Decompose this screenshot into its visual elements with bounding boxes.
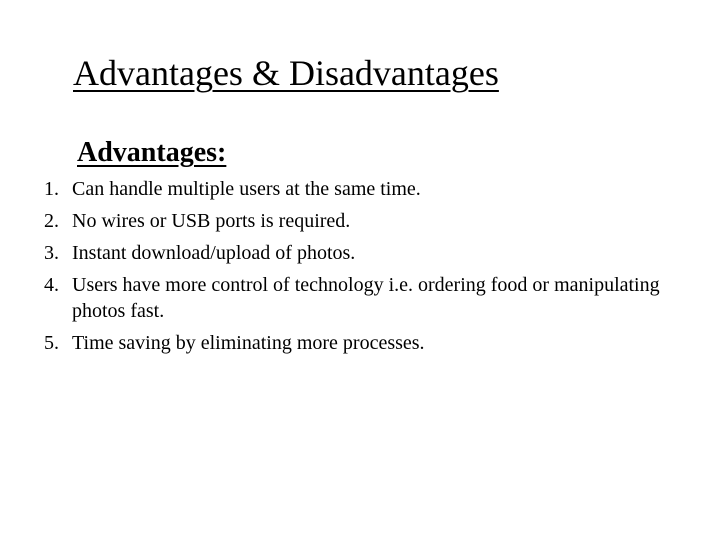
list-item-text: Instant download/upload of photos. <box>72 242 356 264</box>
list-item-number: 2. <box>44 210 59 232</box>
advantages-list <box>44 176 714 362</box>
list-item-text: No wires or USB ports is required. <box>72 210 351 232</box>
list-item-text: Users have more control of technology i.e. ordering food or manipulating photos fast. <box>72 274 660 322</box>
list-item <box>44 330 714 356</box>
list-item <box>44 208 714 234</box>
list-item <box>44 176 714 202</box>
list-item-text: Time saving by eliminating more processes. <box>72 332 425 354</box>
list-item <box>44 240 714 266</box>
list-item-number: 5. <box>44 332 59 354</box>
list-item-text: Can handle multiple users at the same time. <box>72 178 421 200</box>
list-item-number: 4. <box>44 274 59 296</box>
list-item <box>44 272 714 324</box>
slide-title: Advantages & Disadvantages <box>73 53 499 93</box>
section-heading-advantages: Advantages: <box>77 137 227 168</box>
list-item-number: 1. <box>44 178 59 200</box>
list-item-number: 3. <box>44 242 59 264</box>
